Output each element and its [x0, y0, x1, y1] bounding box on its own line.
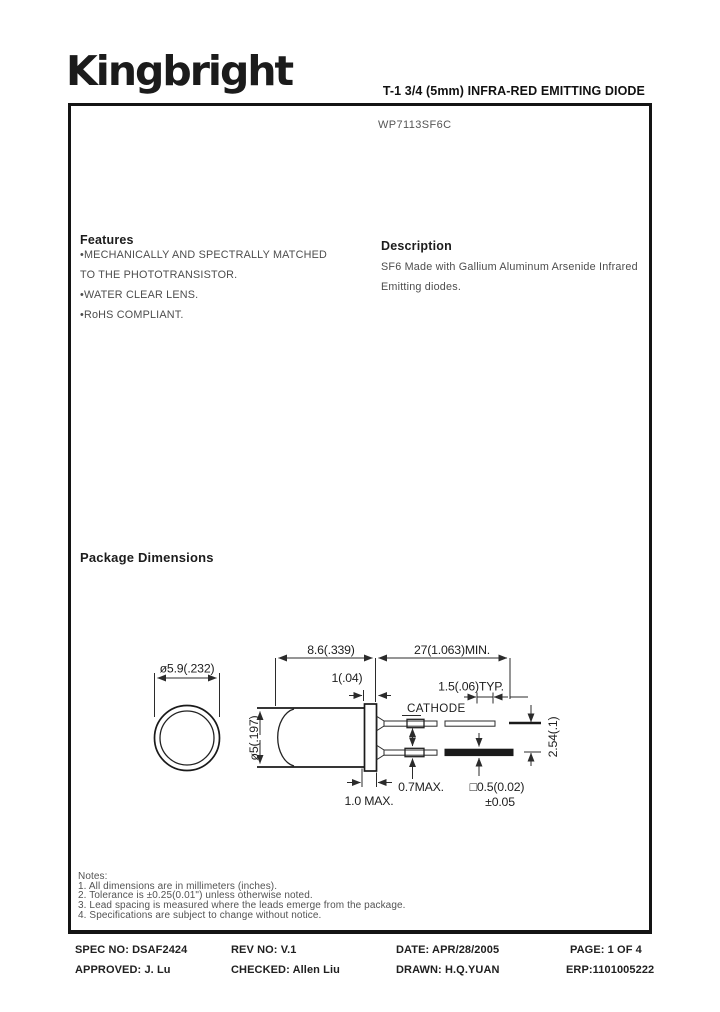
dim-body-length: 8.6(.339) [307, 643, 355, 657]
dim-lead-pitch: 2.54(.1) [546, 716, 560, 758]
footer-spec-no: SPEC NO: DSAF2424 [75, 944, 188, 956]
description-line: Emitting diodes. [381, 281, 462, 293]
part-number: WP7113SF6C [378, 119, 452, 131]
dim-lead-square: □0.5(0.02) [469, 780, 525, 794]
cathode-label: CATHODE [407, 702, 466, 715]
notes-line: 2. Tolerance is ±0.25(0.01") unless otherwise noted. [78, 890, 313, 902]
led-leads [377, 716, 513, 760]
feature-line: •WATER CLEAR LENS. [80, 289, 199, 301]
dim-lead-square-tol: ±0.05 [485, 795, 515, 809]
feature-line: •MECHANICALLY AND SPECTRALLY MATCHED [80, 249, 327, 261]
notes-line: 3. Lead spacing is measured where the leads emerge from the package. [78, 900, 406, 912]
led-side-view [247, 704, 377, 771]
feature-line: TO THE PHOTOTRANSISTOR. [80, 269, 238, 281]
features-list [80, 245, 327, 325]
footer-erp: ERP:1101005222 [566, 964, 655, 976]
footer-checked: CHECKED: Allen Liu [231, 964, 340, 976]
dim-body-diameter: ø5(.197) [247, 715, 261, 761]
feature-line: •RoHS COMPLIANT. [80, 309, 184, 321]
document-title: T-1 3/4 (5mm) INFRA-RED EMITTING DIODE [382, 84, 645, 98]
footer-page: PAGE: 1 OF 4 [570, 944, 642, 956]
dim-lead-length-min: 27(1.063)MIN. [414, 643, 490, 657]
package-dimensions-heading: Package Dimensions [80, 550, 214, 565]
notes-line: 1. All dimensions are in millimeters (inches). [78, 880, 278, 892]
notes-line: Notes: [78, 871, 108, 882]
notes-line: 4. Specifications are subject to change without notice. [78, 909, 322, 921]
notes-block [78, 872, 406, 920]
footer-date: DATE: APR/28/2005 [396, 944, 500, 956]
description-text [381, 257, 638, 297]
description-line: SF6 Made with Gallium Aluminum Arsenide Infrared [381, 261, 638, 273]
features-heading: Features [80, 233, 134, 247]
led-front-view [155, 662, 220, 771]
dim-flange-diameter: ø5.9(.232) [159, 661, 215, 676]
dim-flange-thickness: 1(.04) [331, 671, 363, 685]
kingbright-logo: Kingbright [66, 47, 293, 95]
package-drawing [120, 625, 580, 820]
footer-drawn: DRAWN: H.Q.YUAN [396, 964, 500, 976]
footer-approved: APPROVED: J. Lu [75, 964, 171, 976]
dim-lead-width-max: 0.7MAX. [398, 780, 444, 794]
dim-lead-flat-typ: 1.5(.06)TYP. [438, 679, 504, 694]
footer-rev-no: REV NO: V.1 [231, 944, 297, 956]
dim-flange-standoff-max: 1.0 MAX. [344, 794, 394, 808]
description-heading: Description [381, 239, 452, 253]
